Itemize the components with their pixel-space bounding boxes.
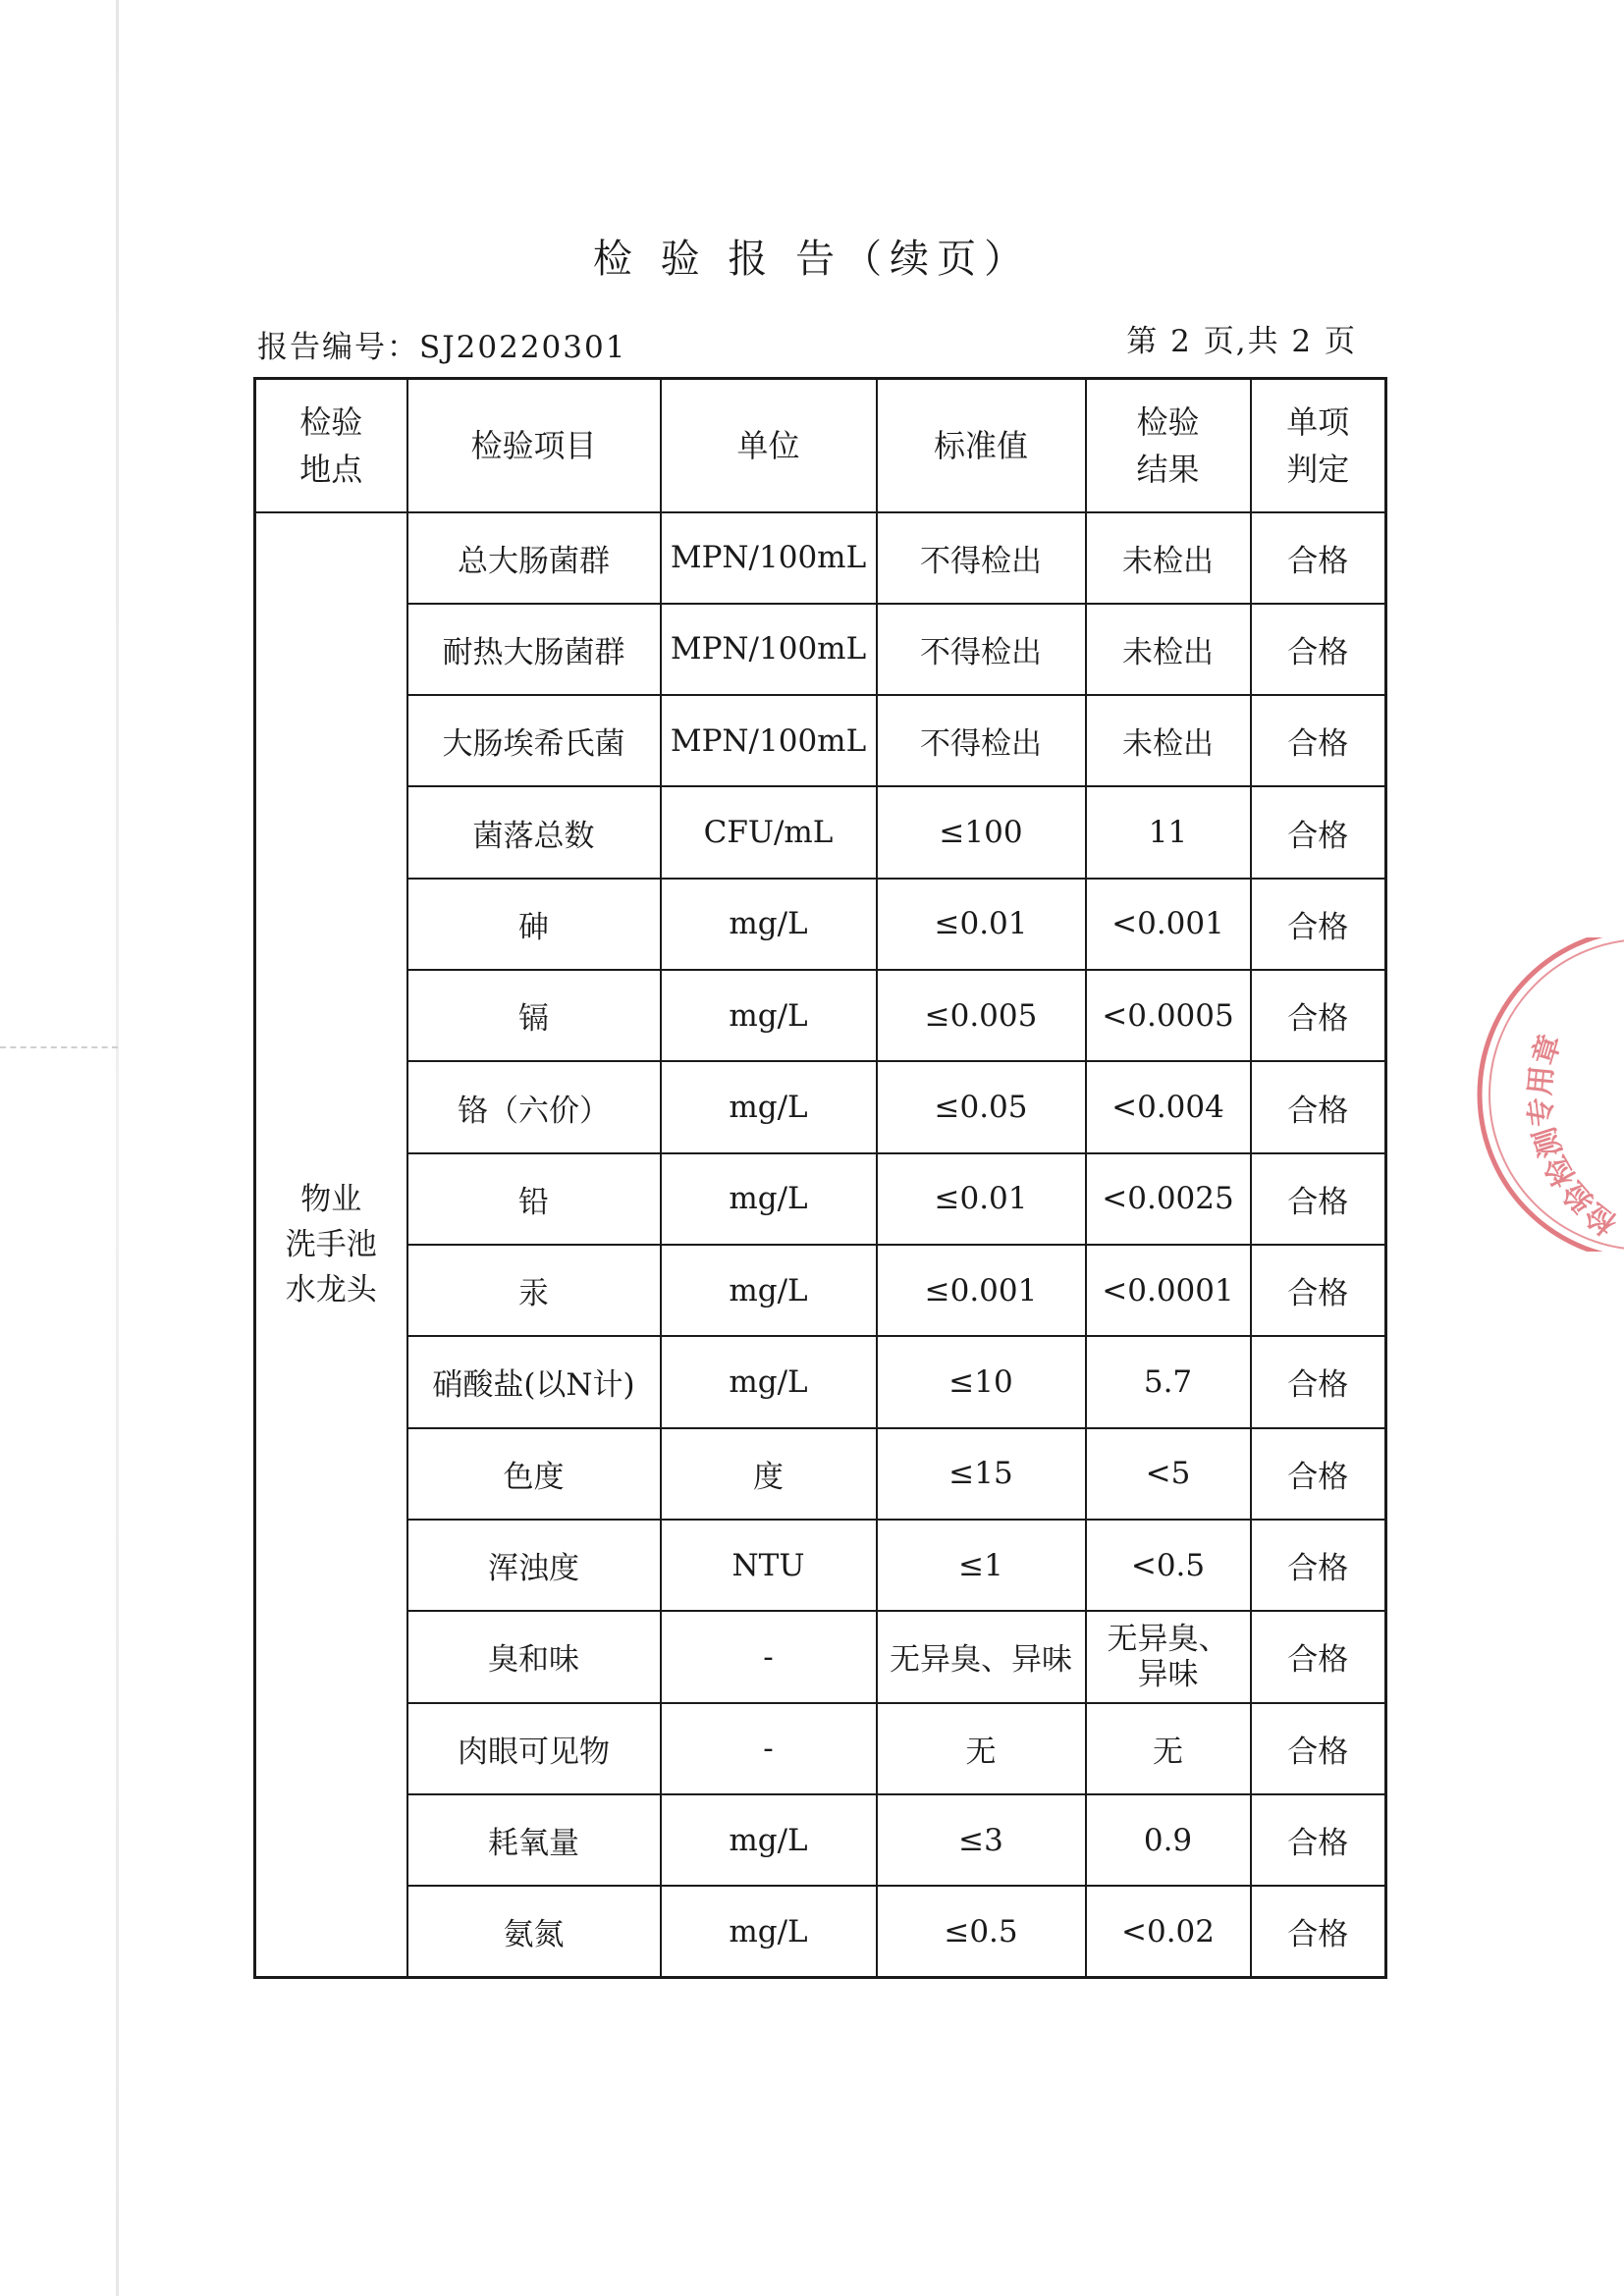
cell-item: 菌落总数 (407, 786, 661, 878)
header-judgement (1251, 379, 1386, 512)
cell-item: 氨氮 (407, 1886, 661, 1977)
cell-result: <0.0005 (1086, 970, 1251, 1061)
cell-standard: ≤0.01 (877, 1153, 1086, 1245)
cell-judgement: 合格 (1251, 1703, 1386, 1794)
cell-judgement: 合格 (1251, 879, 1386, 970)
cell-item: 汞 (407, 1245, 661, 1336)
cell-standard: ≤0.05 (877, 1061, 1086, 1152)
cell-judgement: 合格 (1251, 512, 1386, 604)
cell-standard: 无异臭、异味 (877, 1611, 1086, 1702)
cell-unit: mg/L (661, 1061, 877, 1152)
cell-unit: - (661, 1703, 877, 1794)
cell-judgement: 合格 (1251, 1611, 1386, 1702)
cell-item: 浑浊度 (407, 1520, 661, 1611)
header-result-text: 检验 结果 (1136, 402, 1200, 488)
cell-item: 砷 (407, 879, 661, 970)
cell-judgement: 合格 (1251, 1336, 1386, 1427)
cell-standard: ≤0.001 (877, 1245, 1086, 1336)
cell-unit: CFU/mL (661, 786, 877, 878)
header-location (255, 379, 407, 512)
cell-item: 总大肠菌群 (407, 512, 661, 604)
report-number-value: SJ20220301 (419, 330, 627, 365)
cell-unit: MPN/100mL (661, 512, 877, 604)
table-row (255, 1061, 1386, 1152)
table-row (255, 695, 1386, 786)
cell-result: <0.001 (1086, 879, 1251, 970)
cell-item: 铅 (407, 1153, 661, 1245)
cell-judgement: 合格 (1251, 1428, 1386, 1520)
table-row (255, 1703, 1386, 1794)
cell-unit: MPN/100mL (661, 604, 877, 695)
cell-judgement: 合格 (1251, 1153, 1386, 1245)
table-row (255, 879, 1386, 970)
header-unit: 单位 (661, 379, 877, 512)
cell-standard: ≤1 (877, 1520, 1086, 1611)
cell-result: <0.0001 (1086, 1245, 1251, 1336)
header-result (1086, 379, 1251, 512)
inspection-table (253, 377, 1387, 1979)
cell-item: 臭和味 (407, 1611, 661, 1702)
cell-item: 肉眼可见物 (407, 1703, 661, 1794)
cell-item: 大肠埃希氏菌 (407, 695, 661, 786)
report-title: 检 验 报 告（续页） (592, 237, 1032, 282)
cell-standard: ≤100 (877, 786, 1086, 878)
scan-artifact-line (0, 1046, 118, 1048)
header-standard: 标准值 (877, 379, 1086, 512)
cell-result: <0.5 (1086, 1520, 1251, 1611)
table-row (255, 1520, 1386, 1611)
scan-edge-shadow (116, 0, 119, 2296)
table-row (255, 604, 1386, 695)
cell-item: 镉 (407, 970, 661, 1061)
cell-judgement: 合格 (1251, 695, 1386, 786)
cell-standard: ≤10 (877, 1336, 1086, 1427)
table-row (255, 1336, 1386, 1427)
header-judgement-text: 单项 判定 (1286, 402, 1350, 488)
table-row (255, 1245, 1386, 1336)
table-row (255, 1886, 1386, 1977)
cell-unit: mg/L (661, 970, 877, 1061)
cell-item: 硝酸盐(以N计) (407, 1336, 661, 1427)
report-number-label: 报告编号： (257, 330, 419, 365)
cell-judgement: 合格 (1251, 970, 1386, 1061)
cell-standard: 不得检出 (877, 512, 1086, 604)
cell-result: <5 (1086, 1428, 1251, 1520)
table-row (255, 1611, 1386, 1702)
cell-unit: MPN/100mL (661, 695, 877, 786)
cell-unit: mg/L (661, 1336, 877, 1427)
cell-unit: mg/L (661, 1886, 877, 1977)
cell-item: 耗氧量 (407, 1794, 661, 1886)
cell-result: 0.9 (1086, 1794, 1251, 1886)
cell-unit: mg/L (661, 879, 877, 970)
seal-text: 检验检测专用章 (1523, 1030, 1624, 1242)
cell-standard: ≤0.5 (877, 1886, 1086, 1977)
cell-result: 5.7 (1086, 1336, 1251, 1427)
cell-result: 未检出 (1086, 604, 1251, 695)
cell-result: 未检出 (1086, 695, 1251, 786)
inspection-seal-stamp (1448, 937, 1624, 1252)
cell-standard: 不得检出 (877, 695, 1086, 786)
cell-judgement: 合格 (1251, 1061, 1386, 1152)
seal-stamp-graphic (1448, 937, 1624, 1252)
cell-unit: NTU (661, 1520, 877, 1611)
cell-unit: - (661, 1611, 877, 1702)
cell-result: <0.0025 (1086, 1153, 1251, 1245)
cell-result: 未检出 (1086, 512, 1251, 604)
cell-result: 11 (1086, 786, 1251, 878)
cell-judgement: 合格 (1251, 786, 1386, 878)
cell-unit: mg/L (661, 1245, 877, 1336)
table-header-row (255, 379, 1386, 512)
cell-judgement: 合格 (1251, 1794, 1386, 1886)
cell-item: 色度 (407, 1428, 661, 1520)
cell-unit: mg/L (661, 1794, 877, 1886)
cell-result: <0.02 (1086, 1886, 1251, 1977)
table-row (255, 1794, 1386, 1886)
cell-result: 无异臭、 异味 (1086, 1611, 1251, 1702)
header-location-text: 检验 地点 (299, 402, 363, 488)
cell-result: 无 (1086, 1703, 1251, 1794)
cell-unit: mg/L (661, 1153, 877, 1245)
location-cell: 物业 洗手池 水龙头 (255, 512, 407, 1978)
cell-result: <0.004 (1086, 1061, 1251, 1152)
page-indicator: 第 2 页,共 2 页 (1126, 324, 1357, 359)
cell-item: 铬（六价） (407, 1061, 661, 1152)
report-number (257, 322, 626, 366)
cell-standard: 不得检出 (877, 604, 1086, 695)
table-body (255, 512, 1386, 1978)
table-row (255, 1428, 1386, 1520)
header-item: 检验项目 (407, 379, 661, 512)
cell-judgement: 合格 (1251, 1245, 1386, 1336)
table-row (255, 970, 1386, 1061)
cell-standard: ≤15 (877, 1428, 1086, 1520)
cell-standard: ≤0.01 (877, 879, 1086, 970)
cell-judgement: 合格 (1251, 1520, 1386, 1611)
cell-standard: ≤0.005 (877, 970, 1086, 1061)
cell-item: 耐热大肠菌群 (407, 604, 661, 695)
table-row (255, 512, 1386, 604)
cell-standard: ≤3 (877, 1794, 1086, 1886)
cell-standard: 无 (877, 1703, 1086, 1794)
table-row (255, 1153, 1386, 1245)
cell-judgement: 合格 (1251, 604, 1386, 695)
cell-unit: 度 (661, 1428, 877, 1520)
table-row (255, 786, 1386, 878)
cell-judgement: 合格 (1251, 1886, 1386, 1977)
